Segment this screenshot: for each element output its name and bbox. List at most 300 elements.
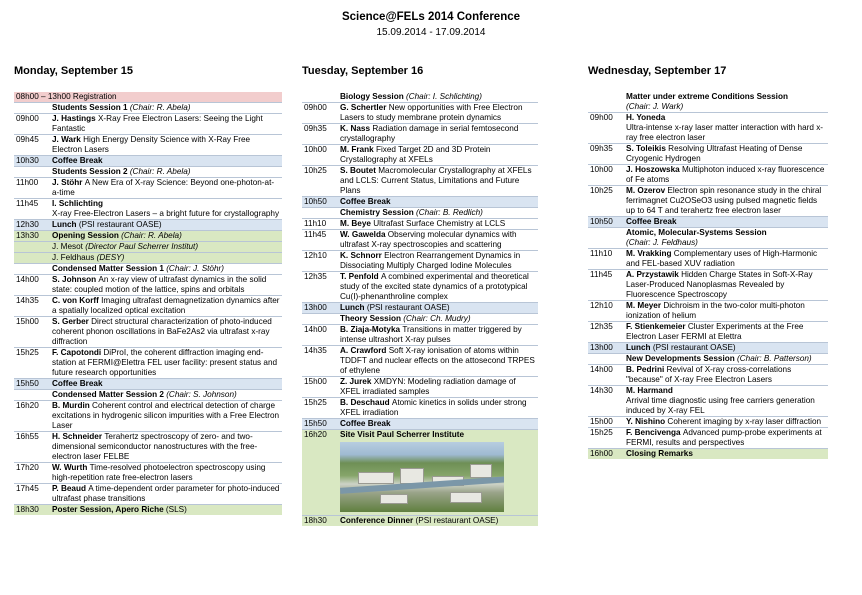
talk-title: (Chair: B. Patterson): [737, 354, 812, 363]
session-time: 15h00: [16, 317, 39, 326]
session-content: [626, 449, 828, 459]
schedule-row: [588, 216, 828, 227]
session-content: [52, 317, 282, 347]
speaker-or-session-name: New Developments Session: [626, 354, 738, 363]
session-content: [340, 251, 538, 271]
speaker-or-session-name: Y. Nishino: [626, 417, 668, 426]
session-content: [52, 505, 282, 515]
schedule-row: [588, 300, 828, 321]
schedule-row: [588, 227, 828, 248]
session-content: [626, 428, 828, 448]
session-time: 12h30: [16, 220, 39, 229]
schedule-row: [588, 248, 828, 269]
schedule-row: [588, 353, 828, 364]
session-content: [626, 301, 828, 321]
speaker-or-session-name: Lunch: [52, 220, 79, 229]
schedule-row: [302, 397, 538, 418]
session-content: [52, 390, 282, 400]
session-time: 12h35: [590, 322, 613, 331]
talk-title: X-Ray Free Electron Lasers: Seeing the Light Fantastic: [52, 114, 263, 133]
schedule-list: [302, 92, 538, 526]
session-content: [626, 186, 828, 216]
session-content: [340, 377, 538, 397]
session-time: 16h20: [304, 430, 327, 439]
talk-title: Resolving Ultrafast Heating of Dense Cryogenic Hydrogen: [626, 144, 803, 163]
session-time: 09h00: [590, 113, 613, 122]
speaker-or-session-name: Condensed Matter Session 1: [52, 264, 167, 273]
speaker-or-session-name: Z. Jurek: [340, 377, 374, 386]
schedule-row: [588, 185, 828, 216]
speaker-or-session-name: Chemistry Session: [340, 208, 416, 217]
session-time: 11h45: [16, 199, 39, 208]
schedule-row: [302, 123, 538, 144]
schedule-row: [588, 269, 828, 300]
session-content: [340, 145, 538, 165]
speaker-or-session-name: M. Meyer: [626, 301, 664, 310]
schedule-row: [302, 207, 538, 218]
session-time: 10h00: [590, 165, 613, 174]
talk-title: (Chair: R. Abela): [129, 167, 191, 176]
session-time: 10h50: [590, 217, 613, 226]
talk-title: Atomic kinetics in solids under strong XFEL irradiation: [340, 398, 527, 417]
session-content: [626, 92, 828, 112]
talk-title: (SLS): [165, 505, 187, 514]
talk-title: Dichroism in the two-color multi-photon ionization of helium: [626, 301, 805, 320]
schedule-row: [302, 313, 538, 324]
session-time: 10h50: [304, 197, 327, 206]
session-time: [14, 103, 52, 113]
speaker-or-session-name: Matter under extreme Conditions Session: [626, 92, 788, 101]
session-content: [626, 386, 828, 416]
day-heading: Monday, September 15: [14, 65, 133, 77]
session-time: 16h55: [16, 432, 39, 441]
schedule-row: [302, 218, 538, 229]
speaker-or-session-name: Coffee Break: [340, 419, 391, 428]
talk-title: Advanced pump-probe experiments at FERMI, results and perspectives: [626, 428, 822, 447]
speaker-or-session-name: M. Vrakking: [626, 249, 674, 258]
speaker-or-session-name: W. Gawelda: [340, 230, 388, 239]
speaker-or-session-name: W. Wurth: [52, 463, 90, 472]
talk-title: DiProI, the coherent diffraction imaging end-station at FERMI@Elettra FEL user facility: present status and future research opportunities: [52, 348, 278, 377]
schedule-row: [302, 376, 538, 397]
talk-title: Complementary uses of High-Harmonic and FEL-based XUV radiation: [626, 249, 818, 268]
schedule-row: [588, 342, 828, 353]
speaker-or-session-name: M. Frank: [340, 145, 376, 154]
schedule-row: [588, 416, 828, 427]
session-content: [340, 398, 538, 418]
session-time: 13h00: [590, 343, 613, 352]
talk-title: Soft X-ray ionisation of atoms within TDDFT and nuclear effects on the attosecond TRPES of ethylene: [340, 346, 535, 375]
session-time: 16h00: [590, 449, 613, 458]
session-content: [52, 463, 282, 483]
speaker-or-session-name: S. Johnson: [52, 275, 99, 284]
schedule-row: [14, 252, 282, 263]
talk-title: A time-dependent order parameter for photo-induced ultrafast phase transitions: [52, 484, 280, 503]
speaker-or-session-name: F. Stienkemeier: [626, 322, 688, 331]
talk-title: Direct structural characterization of photo-induced coherent phonon oscillations in BaFe2As2 via ultrafast x-ray diffraction: [52, 317, 272, 346]
conference-dates: 15.09.2014 - 17.09.2014: [376, 27, 486, 38]
session-content: [626, 228, 828, 248]
schedule-row: [302, 429, 538, 515]
day-heading: Tuesday, September 16: [302, 65, 424, 77]
session-time: 10h25: [304, 166, 327, 175]
speaker-or-session-name: Coffee Break: [52, 156, 103, 165]
session-content: [52, 401, 282, 431]
schedule-row: [14, 166, 282, 177]
talk-title: (PSI restaurant OASE): [652, 343, 736, 352]
talk-title: Ultra-intense x-ray laser matter interaction with hard x-ray free electron laser: [626, 123, 824, 142]
session-content: [340, 516, 538, 526]
session-time: [588, 354, 626, 364]
session-time: 12h10: [590, 301, 613, 310]
schedule-row: [14, 230, 282, 241]
session-content: [52, 264, 282, 274]
speaker-or-session-name: S. Toleikis: [626, 144, 669, 153]
speaker-or-session-name: Coffee Break: [340, 197, 391, 206]
session-content: [340, 430, 538, 515]
session-time: 10h00: [304, 145, 327, 154]
site-photo: [340, 442, 504, 512]
session-time: [14, 253, 52, 263]
schedule-row: [14, 113, 282, 134]
session-content: [52, 484, 282, 504]
speaker-or-session-name: H. Schneider: [52, 432, 105, 441]
session-content: [626, 322, 828, 342]
schedule-row: [14, 316, 282, 347]
speaker-or-session-name: A. Przystawik: [626, 270, 682, 279]
session-time: 17h45: [16, 484, 39, 493]
session-time: 10h30: [16, 156, 39, 165]
session-time: [302, 92, 340, 102]
session-time: 14h30: [590, 386, 613, 395]
session-content: [52, 242, 282, 252]
session-time: 09h35: [304, 124, 327, 133]
talk-title: Electron Rearrangement Dynamics in Dissociating Multiply Charged Iodine Molecules: [340, 251, 521, 270]
schedule-row: [302, 250, 538, 271]
talk-title: Observing molecular dynamics with ultrafast X-ray spectroscopies and scattering: [340, 230, 517, 249]
talk-title: (PSI restaurant OASE): [366, 303, 450, 312]
talk-title: (Chair: S. Johnson): [166, 390, 237, 399]
schedule-list: [588, 92, 828, 459]
speaker-or-session-name: Students Session 1: [52, 103, 130, 112]
session-content: [626, 365, 828, 385]
speaker-or-session-name: Lunch: [626, 343, 653, 352]
schedule-row: [14, 177, 282, 198]
schedule-list: [14, 92, 282, 515]
schedule-row: [588, 448, 828, 459]
session-time: 12h10: [304, 251, 327, 260]
talk-title: J. Mesot: [52, 242, 86, 251]
speaker-or-session-name: B. Murdin: [52, 401, 93, 410]
session-time: 13h30: [16, 231, 39, 240]
session-time: [14, 390, 52, 400]
schedule-row: [302, 144, 538, 165]
day-column-wednesday: [588, 64, 828, 459]
session-content: [626, 249, 828, 269]
session-content: [52, 103, 282, 113]
session-time: 18h30: [16, 505, 39, 514]
session-content: [52, 135, 282, 155]
session-time: 15h25: [16, 348, 39, 357]
session-content: [52, 178, 282, 198]
talk-title: Hidden Charge States in Soft-X-Ray Laser-Produced Nanoplasmas Revealed by Fluorescence Spectroscopy: [626, 270, 813, 299]
schedule-row: [14, 347, 282, 378]
schedule-row: [14, 155, 282, 166]
talk-title: Coherent control and electrical detection of charge excitations in hydrogenic silicon impurities with a Free Electron Laser: [52, 401, 280, 430]
session-content: [626, 144, 828, 164]
session-content: [52, 348, 282, 378]
session-time: 11h45: [590, 270, 613, 279]
speaker-or-session-name: J. Wark: [52, 135, 84, 144]
session-content: [340, 92, 538, 102]
talk-title: (PSI restaurant OASE): [78, 220, 162, 229]
session-content: [340, 166, 538, 196]
conference-title: Science@FELs 2014 Conference: [341, 11, 521, 23]
session-time: 08h00 – 13h00 Registration: [16, 92, 117, 101]
session-time: 13h00: [304, 303, 327, 312]
speaker-or-session-name: C. von Korff: [52, 296, 102, 305]
speaker-or-session-name: Coffee Break: [52, 379, 103, 388]
session-content: [52, 432, 282, 462]
speaker-or-session-name: Coffee Break: [626, 217, 677, 226]
schedule-row: [588, 385, 828, 416]
schedule-row: [588, 112, 828, 143]
schedule-row: [302, 345, 538, 376]
session-content: [52, 220, 282, 230]
session-content: [340, 325, 538, 345]
session-time: 15h50: [16, 379, 39, 388]
talk-title: Cluster Experiments at the Free Electron Laser FERMI at Elettra: [626, 322, 804, 341]
talk-title: High Energy Density Science with X-Ray Free Electron Lasers: [52, 135, 251, 154]
session-time: 14h00: [304, 325, 327, 334]
talk-title: (Chair: I. Schlichting): [405, 92, 482, 101]
schedule-row: [14, 389, 282, 400]
speaker-or-session-name: Students Session 2: [52, 167, 130, 176]
talk-title: XMDYN: Modeling radiation damage of XFEL irradiated samples: [340, 377, 516, 396]
schedule-row: [14, 483, 282, 504]
schedule-row: [14, 219, 282, 230]
schedule-row: [14, 134, 282, 155]
speaker-or-session-name: Biology Session: [340, 92, 406, 101]
session-time: 16h20: [16, 401, 39, 410]
talk-title: (DESY): [96, 253, 125, 262]
schedule-row: [14, 102, 282, 113]
speaker-or-session-name: G. Schertler: [340, 103, 389, 112]
schedule-row: [302, 102, 538, 123]
schedule-row: [302, 196, 538, 207]
session-content: [52, 275, 282, 295]
talk-title: (Chair: R. Abela): [121, 231, 182, 240]
schedule-row: [588, 321, 828, 342]
session-time: 12h35: [304, 272, 327, 281]
schedule-row: [302, 165, 538, 196]
session-time: 14h35: [16, 296, 39, 305]
schedule-row: [302, 418, 538, 429]
talk-title: Electron spin resonance study in the chiral ferrimagnet Cu2OSeO3 using pulsed magnetic fields up to 64 T and terahertz free electron laser: [626, 186, 822, 215]
schedule-row: [14, 241, 282, 252]
speaker-or-session-name: M. Beye: [340, 219, 374, 228]
session-content: [626, 217, 828, 227]
talk-title: New opportunities with Free Electron Lasers to study membrane protein dynamics: [340, 103, 523, 122]
session-content: [340, 272, 538, 302]
schedule-row: [14, 400, 282, 431]
session-time: 15h00: [304, 377, 327, 386]
speaker-or-session-name: Site Visit Paul Scherrer Institute: [340, 430, 465, 439]
session-content: [626, 343, 828, 353]
session-content: [626, 165, 828, 185]
session-content: [52, 296, 282, 316]
session-time: 15h25: [590, 428, 613, 437]
schedule-row: [302, 515, 538, 526]
schedule-row: [588, 164, 828, 185]
talk-title: Multiphoton induced x-ray fluorescence of Fe atoms: [626, 165, 825, 184]
schedule-row: [588, 364, 828, 385]
session-content: [626, 417, 828, 427]
talk-title: (Chair: R. Abela): [129, 103, 191, 112]
schedule-row: [14, 198, 282, 219]
talk-title: (PSI restaurant OASE): [415, 516, 499, 525]
session-content: [52, 199, 282, 219]
day-column-monday: [14, 64, 282, 515]
session-content: [340, 219, 538, 229]
schedule-row: [14, 274, 282, 295]
speaker-or-session-name: I. Schlichting: [52, 199, 103, 208]
session-content: [340, 208, 538, 218]
speaker-or-session-name: J. Hoszowska: [626, 165, 682, 174]
schedule-row: [588, 427, 828, 448]
session-time: [14, 264, 52, 274]
speaker-or-session-name: Atomic, Molecular-Systems Session: [626, 228, 767, 237]
session-content: [52, 253, 282, 263]
session-time: [302, 208, 340, 218]
talk-title: Radiation damage in serial femtosecond crystallography: [340, 124, 519, 143]
session-time: 11h45: [304, 230, 327, 239]
schedule-row: [14, 504, 282, 515]
speaker-or-session-name: K. Nass: [340, 124, 373, 133]
speaker-or-session-name: Opening Session: [52, 231, 122, 240]
speaker-or-session-name: F. Capotondi: [52, 348, 104, 357]
speaker-or-session-name: J. Stöhr: [52, 178, 85, 187]
schedule-row: [14, 92, 282, 102]
session-content: [626, 354, 828, 364]
session-time: 09h00: [304, 103, 327, 112]
session-time: 17h20: [16, 463, 39, 472]
speaker-or-session-name: A. Crawford: [340, 346, 389, 355]
session-time: [588, 228, 626, 248]
speaker-or-session-name: Lunch: [340, 303, 367, 312]
talk-title: Transitions in matter triggered by intense ultrashort X-ray pulses: [340, 325, 522, 344]
session-time: 18h30: [304, 516, 327, 525]
speaker-or-session-name: Conference Dinner: [340, 516, 416, 525]
speaker-or-session-name: Closing Remarks: [626, 449, 693, 458]
session-time: 15h50: [304, 419, 327, 428]
speaker-or-session-name: Poster Session, Apero Riche: [52, 505, 166, 514]
schedule-row: [588, 143, 828, 164]
talk-title: A combined experimental and theoretical study of the excited state dynamics of a prototypical Cu(I)-phenanthroline complex: [340, 272, 529, 301]
session-time: [14, 167, 52, 177]
talk-title: (Chair: B. Redlich): [416, 208, 483, 217]
talk-title: Fixed Target 2D and 3D Protein Crystallography at XFELs: [340, 145, 491, 164]
session-time: 11h00: [16, 178, 39, 187]
schedule-row: [14, 295, 282, 316]
speaker-or-session-name: J. Hastings: [52, 114, 98, 123]
schedule-row: [14, 263, 282, 274]
schedule-row: [14, 378, 282, 389]
talk-title: Terahertz spectroscopy of zero- and two-dimensional semiconductor nanostructures with the free-electron laser FELBE: [52, 432, 258, 461]
speaker-or-session-name: B. Deschaud: [340, 398, 392, 407]
talk-title: (Chair: J. Wark): [626, 102, 684, 111]
speaker-or-session-name: S. Gerber: [52, 317, 92, 326]
session-time: 11h10: [590, 249, 613, 258]
session-time: 15h00: [590, 417, 613, 426]
talk-title: X-ray Free-Electron Lasers – a bright future for crystallography: [52, 209, 280, 218]
schedule-row: [302, 229, 538, 250]
session-time: 14h00: [16, 275, 39, 284]
talk-title: (Chair: J. Stöhr): [166, 264, 224, 273]
session-time: 11h10: [304, 219, 327, 228]
talk-title: An x-ray view of ultrafast dynamics in the solid state: coupled motion of the lattice, spins and orbitals: [52, 275, 267, 294]
talk-title: (Director Paul Scherrer Institut): [85, 242, 199, 251]
session-content: [340, 124, 538, 144]
talk-title: Arrival time diagnostic using free carriers generation induced by X-ray FEL: [626, 396, 815, 415]
session-content: [52, 114, 282, 134]
speaker-or-session-name: Theory Session: [340, 314, 404, 323]
talk-title: Coherent imaging by x-ray laser diffraction: [667, 417, 822, 426]
speaker-or-session-name: K. Schnorr: [340, 251, 385, 260]
session-time: 09h00: [16, 114, 39, 123]
speaker-or-session-name: H. Yoneda: [626, 113, 666, 122]
schedule-row: [302, 324, 538, 345]
talk-title: J. Feldhaus: [52, 253, 97, 262]
session-content: [340, 314, 538, 324]
session-content: [340, 419, 538, 429]
day-column-tuesday: [302, 64, 538, 526]
talk-title: Macromolecular Crystallography at XFELs and LCLS: Current Status, Limitations and Future Plans: [340, 166, 532, 195]
session-content: [626, 270, 828, 300]
talk-title: Revival of X-ray cross-correlations "because" of X-ray Free Electron Lasers: [626, 365, 792, 384]
schedule-row: [302, 302, 538, 313]
speaker-or-session-name: B. Ziaja-Motyka: [340, 325, 403, 334]
talk-title: Time-resolved photoelectron spectroscopy using high-repetition rate free-electron lasers: [52, 463, 266, 482]
talk-title: Ultrafast Surface Chemistry at LCLS: [373, 219, 506, 228]
schedule-row: [302, 271, 538, 302]
schedule-row: [302, 92, 538, 102]
session-content: [52, 231, 282, 241]
session-content: [52, 379, 282, 389]
schedule-row: [14, 462, 282, 483]
session-time: 14h35: [304, 346, 327, 355]
session-time: [302, 314, 340, 324]
session-time: 10h25: [590, 186, 613, 195]
day-heading: Wednesday, September 17: [588, 65, 727, 77]
speaker-or-session-name: M. Ozerov: [626, 186, 668, 195]
session-time: [588, 92, 626, 112]
session-content: [340, 346, 538, 376]
speaker-or-session-name: B. Pedrini: [626, 365, 667, 374]
talk-title: (Chair: J. Feldhaus): [626, 238, 698, 247]
speaker-or-session-name: S. Boutet: [340, 166, 379, 175]
talk-title: (Chair: Ch. Mudry): [403, 314, 471, 323]
schedule-row: [588, 92, 828, 112]
speaker-or-session-name: M. Harmand: [626, 386, 673, 395]
session-content: [340, 197, 538, 207]
session-content: [52, 156, 282, 166]
session-content: [340, 303, 538, 313]
speaker-or-session-name: T. Penfold: [340, 272, 381, 281]
session-time: 09h45: [16, 135, 39, 144]
session-content: [52, 167, 282, 177]
speaker-or-session-name: P. Beaud: [52, 484, 89, 493]
